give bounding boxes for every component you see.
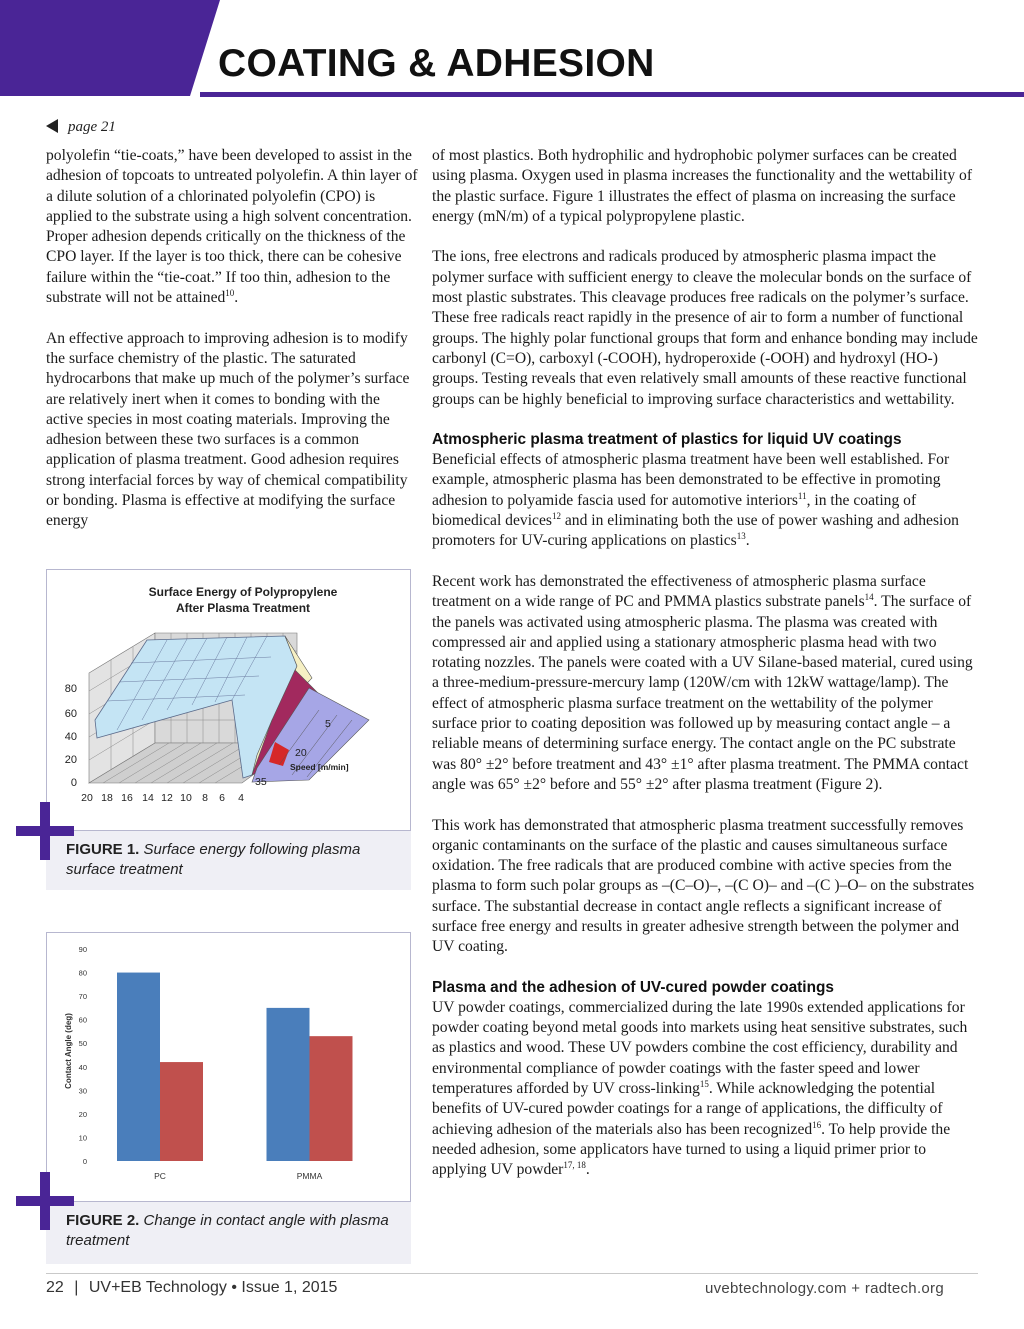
footer-sites[interactable]: uvebtechnology.com + radtech.org [704,1280,944,1297]
z-tick: 0 [70,777,77,789]
figure-2-chart [46,932,411,1202]
speed-tick: 35 [255,776,267,788]
paragraph: polyolefin “tie-coats,” have been developed to assist in the adhesion of topcoats to untreated polyolefin. A thin layer of a dilute solution of a chlorinated polyolefin (CPO) is applied to the substrate using a high solvent concentration. Proper adhesion depends critically on the thickness of the CPO layer. If the layer is too thick, there can be cohesive failure within the “tie-coat.” If too thin, adhesion to the substrate will not be attained$^{10}$. [46,147,418,307]
surface-chart [47,570,410,830]
bar-chart [47,933,410,1201]
paragraph: of most plastics. Both hydrophilic and hydrophobic polymer surfaces can be created using plasma. Oxygen used in plasma increases the functionality and the wettability of the plastic surface. Figure 1 illustrates the effect of plasma on increasing the surface energy (mN/m) of a typical polypropylene plastic. [432,147,973,225]
y-tick: 70 [78,992,87,1002]
x-tick: 10 [180,792,192,804]
footer-separator: | [74,1279,79,1296]
y-tick: 10 [78,1133,87,1143]
figure-1 [46,569,411,890]
x-tick: 4 [238,792,244,804]
chart-subtitle: After Plasma Treatment [175,601,311,615]
x-tick: 6 [219,792,225,804]
figure-2-caption [46,1202,411,1264]
continuation-text: page 21 [68,119,116,135]
paragraph: The ions, free electrons and radicals produced by atmospheric plasma impact the polymer surface with sufficient energy to cleave the molecular bonds on the surface of most plastic substrates. This cleavage produces free radicals on the polymer’s surface. These free radicals react rapidly in the presence of air to form a number of functional groups. The highly polar functional groups that form and enhance bonding may include carbonyl (C=O), carboxyl (-COOH), hydroperoxide (-OOH) and hydroxyl (HO-) groups. Testing reveals that even relatively small amounts of these reactive functional groups can be highly beneficial to improving surface characteristics and wettability. [432,248,978,408]
x-tick: 12 [161,792,173,804]
figure-2 [46,932,411,1264]
y-tick: 40 [78,1062,87,1072]
figure-1-chart [46,569,411,831]
x-tick: 8 [202,792,208,804]
publication-name: UV+EB Technology • Issue 1, 2015 [88,1279,338,1296]
y-tick: 80 [78,968,87,978]
y-tick: 60 [78,1015,87,1025]
z-tick: 20 [64,754,77,766]
figure-label: FIGURE 1. [66,841,140,858]
figure-1-caption [46,831,411,890]
section-heading: Plasma and the adhesion of UV-cured powder coatings [432,978,834,996]
footer-publication [46,1279,337,1297]
z-tick: 60 [64,708,77,720]
speed-tick: 5 [325,718,331,730]
bar-pmma-after [310,1036,353,1161]
page-number: 22 [46,1279,64,1296]
bar-pmma-before [267,1008,310,1161]
x-tick: 16 [121,792,133,804]
caption-text: Surface energy following plasma surface treatment [66,841,361,878]
bar-pc-after [160,1062,203,1161]
section-heading: Atmospheric plasma treatment of plastics for liquid UV coatings [432,431,902,449]
z-tick: 80 [64,683,77,695]
caption-text: Change in contact angle with plasma treatment [66,1212,389,1249]
back-arrow-icon [46,119,58,133]
paragraph: UV powder coatings, commercialized during the late 1990s extended applications for powder coating beyond metal goods into markets using heat sensitive substrates, such as plastics and wood. These UV powders combine the cost efficiency, durability and environmental compliance of powder coatings with the faster speed and lower temperatures afforded by UV cross-linking$^{15}$. While acknowledging the potential benefits of UV-cured powder coatings for a range of applications, the difficulty of achieving adhesion of the materials also has been recognized$^{16}$. To help provide the needed adhesion, some applicators have turned to using a liquid primer prior to applying UV powder$^{17, 18}$. [432,998,968,1179]
x-tick: 14 [142,792,154,804]
left-column [46,146,418,552]
paragraph: Beneficial effects of atmospheric plasma treatment have been well established. For example, atmospheric plasma has been demonstrated to be effective in promoting adhesion to polyamide fascia used for automotive interiors$^{11}$, in the coating of biomedical devices$^{12}$ and in eliminating both the use of power washing and adhesion promoters for UV-curing applications on plastics$^{13}$. [432,451,959,550]
x-tick: 18 [101,792,113,804]
plus-mark-icon [16,1172,74,1230]
category-label: PC [154,1171,166,1181]
continuation-link[interactable] [46,119,116,136]
bar-pc-before [117,973,160,1161]
y-tick: 0 [82,1157,87,1166]
y-tick: 90 [78,945,87,954]
x-tick: 20 [81,792,93,804]
y-axis-label: Contact Angle (deg) [64,1013,73,1089]
z-tick: 40 [64,731,77,743]
chart-title: Surface Energy of Polypropylene [148,585,338,599]
right-column [432,146,980,1201]
speed-tick: 20 [295,747,307,759]
paragraph: This work has demonstrated that atmospheric plasma treatment successfully removes organic contaminants on the surface of the plastic and causes simultaneous surface oxidation. The free radicals that are produced combine with active species from the plasma to form such polar groups as –(C–O)–, –(C O)– and –(C )–O– on the substrates surface. The substantial decrease in contact angle reflects a significant increase of surface free energy and results in greater adhesive strength between the polymer and UV coating. [432,816,975,956]
section-title: COATING & ADHESION [218,42,655,85]
plus-mark-icon [16,802,74,860]
y-tick: 20 [78,1109,87,1119]
category-label: PMMA [296,1171,323,1181]
speed-axis-label: Speed [m/min] [290,762,349,772]
y-tick: 50 [78,1039,87,1049]
paragraph: An effective approach to improving adhesion is to modify the surface chemistry of the plastic. The saturated hydrocarbons that make up much of the polymer’s surface are relatively inert when it comes to bonding with the active species in most coating materials. Improving the adhesion between these two surfaces is a common application of plasma treatment. Good adhesion requires strong interfacial forces by way of chemical compatibility or bonding. Plasma is effective at modifying the surface energy [46,329,410,530]
paragraph: Recent work has demonstrated the effectiveness of atmospheric plasma surface treatment on a wide range of PC and PMMA plastics substrate panels$^{14}$. The surface of the panels was activated using atmospheric plasma. The plasma was created with compressed air and applied using a stationary atmospheric plasma head with two rotating nozzles. The panels were coated with a UV Silane-based material, cured using a three-medium-pressure-mercury lamp (120W/cm with 12kW wattage/lamp). The effect of atmospheric plasma surface treatment on the wettability of the polymer surface prior to coating deposition was followed up by measuring contact angle – a reliable means of determining surface energy. The contact angle on the PC substrate was 80° ±2° before treatment and 43° ±1° after plasma treatment. The PMMA contact angle was 65° ±2° before and 55° ±2° after plasma treatment (Figure 2). [432,572,973,793]
y-tick: 30 [78,1086,87,1096]
footer-rule [46,1273,978,1274]
figure-label: FIGURE 2. [66,1212,140,1229]
